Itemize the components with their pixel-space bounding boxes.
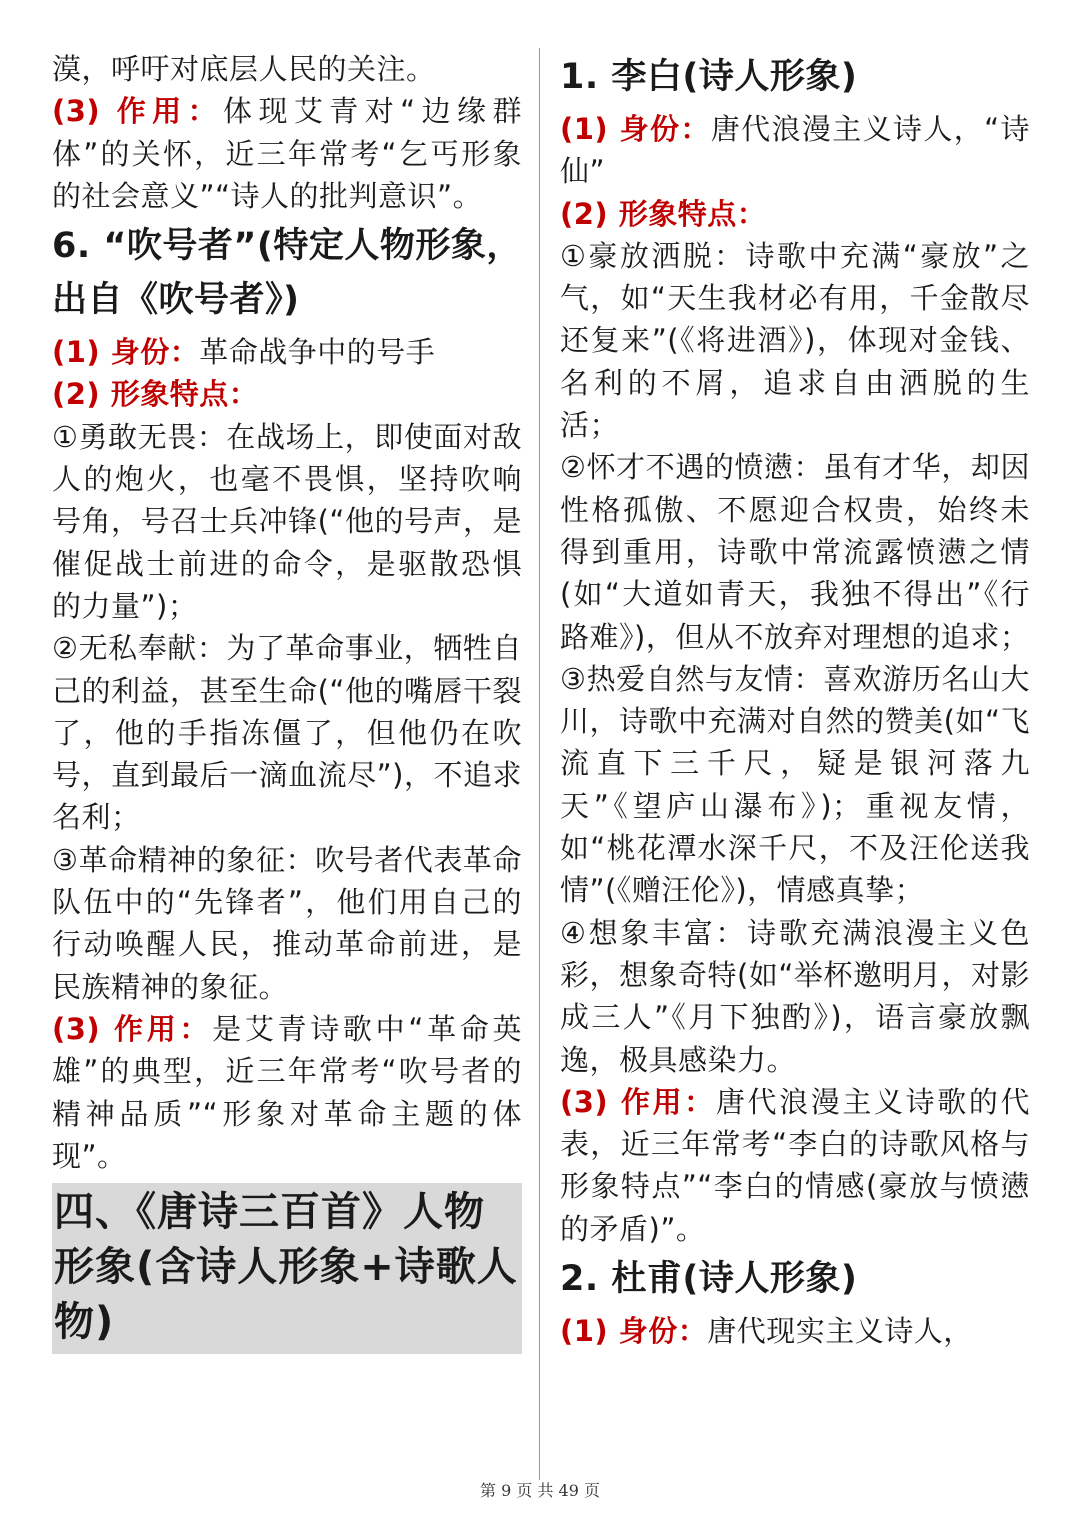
identity-paragraph — [52, 331, 522, 373]
paragraph: 漠，呼吁对底层人民的关注。 — [52, 52, 436, 86]
trait-item: ②无私奉献：为了革命事业，牺牲自己的利益，甚至生命(“他的嘴唇干裂了，他的手指冻僵了，但他仍在吹号，直到最后一滴血流尽”)，不追求名利； — [52, 631, 522, 835]
identity-label: (1) 身份： — [560, 1314, 708, 1349]
identity-label: (1) 身份： — [52, 335, 200, 370]
traits-label: (2) 形象特点： — [52, 377, 259, 412]
role-paragraph — [560, 1081, 1030, 1250]
role-paragraph — [52, 90, 522, 217]
trait-item: ②怀才不遇的愤懑：虽有才华，却因性格孤傲、不愿迎合权贵，始终未得到重用，诗歌中常流露愤懑之情(如“大道如青天，我独不得出”《行路难》)，但从不放弃对理想的追求； — [560, 450, 1030, 654]
trait-item: ①勇敢无畏：在战场上，即使面对敌人的炮火，也毫不畏惧，坚持吹响号角，号召士兵冲锋(“他的号声，是催促战士前进的命令，是驱散恐惧的力量”)； — [52, 419, 522, 623]
role-text: 体现艾青对“边缘群体”的关怀，近三年常考“乞丐形象的社会意义”“诗人的批判意识”。 — [52, 94, 522, 213]
trait-item: ③热爱自然与友情：喜欢游历名山大川，诗歌中充满对自然的赞美(如“飞流直下三千尺，疑是银河落九天”《望庐山瀑布》)；重视友情，如“桃花潭水深千尺，不及汪伦送我情”(《赠汪伦》)，情感真挚； — [560, 661, 1030, 908]
role-paragraph — [52, 1008, 522, 1177]
right-column — [560, 48, 1030, 1352]
left-column — [52, 48, 522, 1354]
role-text: 是艾青诗歌中“革命英雄”的典型，近三年常考“吹号者的精神品质”“形象对革命主题的体现”。 — [52, 1011, 522, 1173]
page-footer: 第 9 页 共 49 页 — [480, 1481, 600, 1500]
identity-text: 唐代浪漫主义诗人，“诗仙” — [560, 112, 1030, 189]
identity-paragraph — [560, 108, 1030, 193]
identity-label: (1) 身份： — [560, 112, 711, 146]
role-label: (3) 作用： — [560, 1084, 716, 1119]
identity-paragraph — [560, 1310, 1030, 1352]
identity-text: 革命战争中的号手 — [199, 335, 436, 370]
role-label: (3) 作用： — [52, 94, 224, 129]
section-heading-dufu: 2. 杜甫(诗人形象) — [560, 1259, 858, 1300]
role-text: 唐代浪漫主义诗歌的代表，近三年常考“李白的诗歌风格与形象特点”“李白的情感(豪放与愤懑的矛盾)”。 — [560, 1084, 1030, 1246]
identity-text: 唐代现实主义诗人， — [707, 1314, 973, 1349]
trait-item: ④想象丰富：诗歌充满浪漫主义色彩，想象奇特(如“举杯邀明月，对影成三人”《月下独酌》)，语言豪放飘逸，极具感染力。 — [560, 915, 1030, 1077]
section-heading-trumpeter: 6. “吹号者”(特定人物形象，出自《吹号者》) — [52, 226, 522, 321]
chapter-heading: 四、《唐诗三百首》人物形象(含诗人形象+诗歌人物) — [52, 1183, 522, 1354]
section-heading-libai: 1. 李白(诗人形象) — [560, 57, 858, 97]
column-divider — [539, 48, 540, 1480]
role-label: (3) 作用： — [52, 1011, 213, 1046]
traits-label: (2) 形象特点： — [560, 196, 767, 231]
trait-item: ③革命精神的象征：吹号者代表革命队伍中的“先锋者”，他们用自己的行动唤醒人民，推动革命前进，是民族精神的象征。 — [52, 842, 522, 1004]
trait-item: ①豪放洒脱：诗歌中充满“豪放”之气，如“天生我材必有用，千金散尽还复来”(《将进酒》)，体现对金钱、名利的不屑，追求自由洒脱的生活； — [560, 238, 1030, 443]
